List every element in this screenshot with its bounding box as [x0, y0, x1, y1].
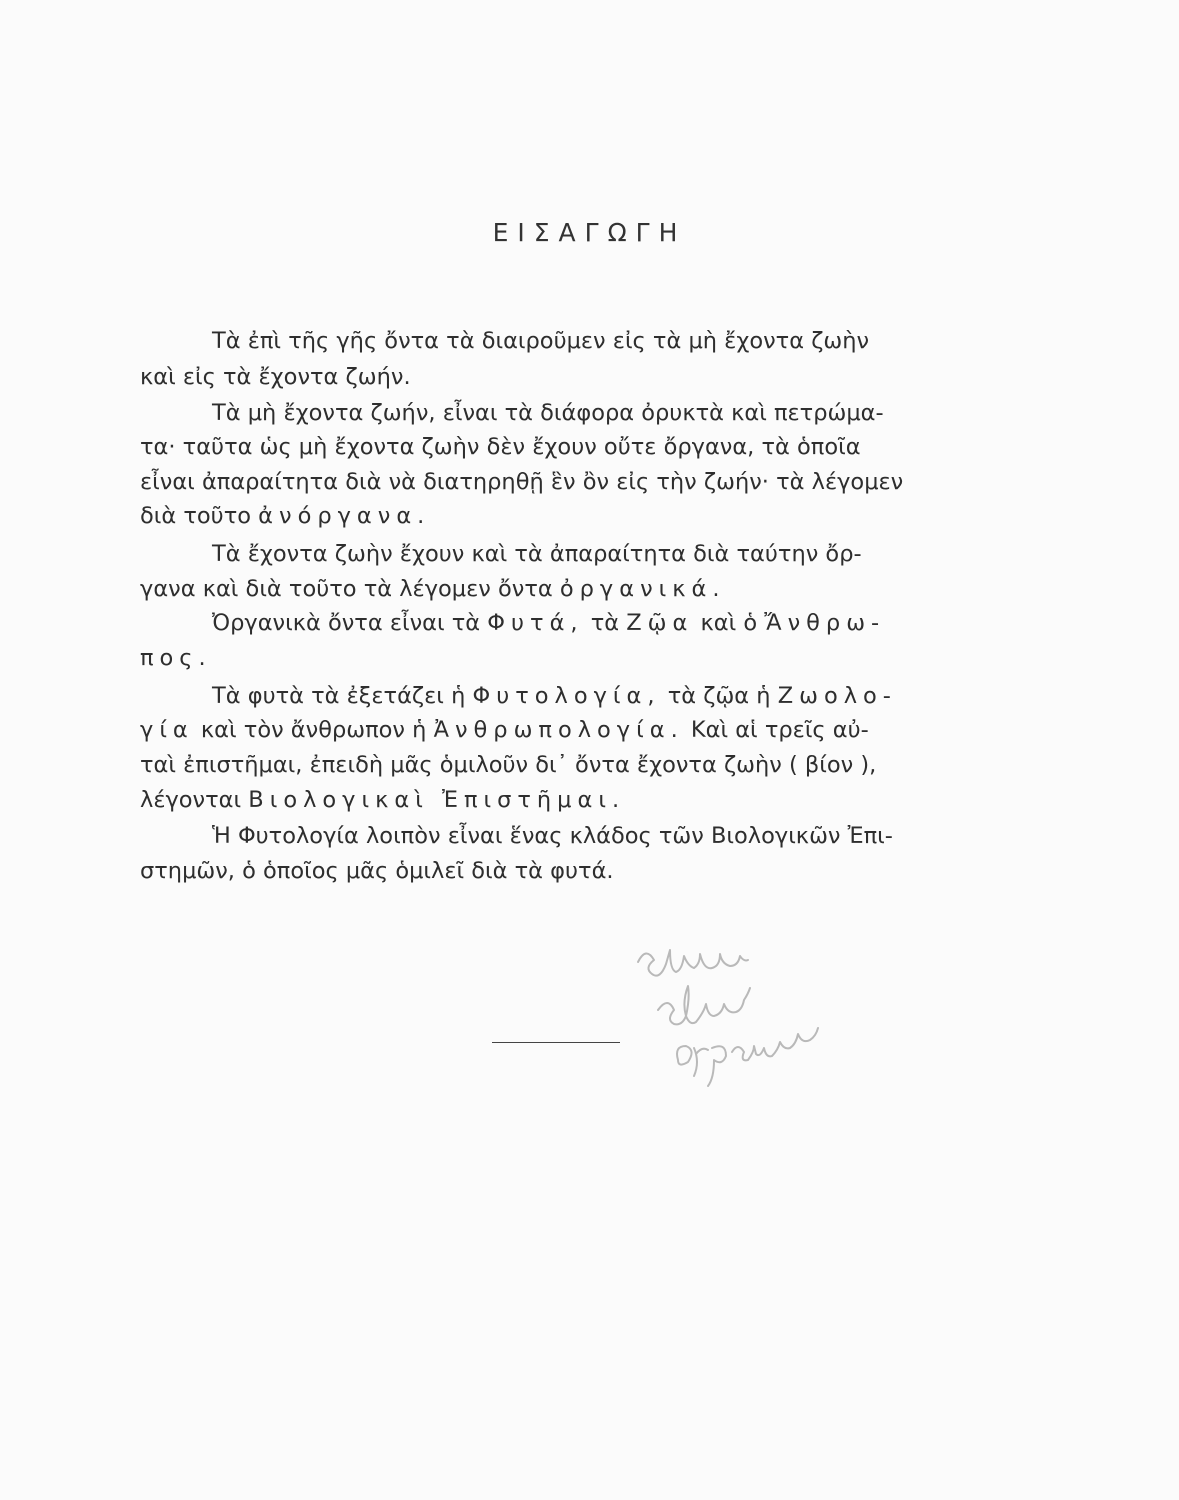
spaced-term: Ἀνθρωπολογία. — [433, 717, 684, 743]
text-line: Τὰ μὴ ἔχοντα ζωήν, εἶναι τὰ διάφορα ὀρυκτὰ καὶ πετρώμα- — [212, 400, 884, 426]
text-line: Τὰ ἔχοντα ζωὴν ἔχουν καὶ τὰ ἀπαραίτητα διὰ ταύτην ὄρ- — [212, 541, 862, 567]
page-heading: ΕΙΣΑΓΩΓΗ — [492, 218, 687, 247]
spaced-term: πος. — [140, 645, 212, 671]
text-line: Τὰ ἐπὶ τῆς γῆς ὄντα τὰ διαιροῦμεν εἰς τὰ μὴ ἔχοντα ζωὴν — [212, 328, 870, 354]
text-line: Ἡ Φυτολογία λοιπὸν εἶναι ἕνας κλάδος τῶν Βιολογικῶν Ἐπι- — [212, 823, 893, 849]
text-line — [212, 610, 885, 636]
text-line — [140, 503, 430, 529]
text-line — [140, 645, 212, 671]
text-line — [140, 717, 869, 743]
text-fragment: γανα καὶ διὰ τοῦτο τὰ λέγομεν ὄντα — [140, 576, 553, 602]
spaced-term: Φυτά, — [487, 610, 584, 636]
text-fragment: Καὶ αἱ τρεῖς αὐ- — [690, 717, 869, 743]
text-fragment: λέγονται — [140, 787, 242, 813]
text-fragment: τὰ ζῷα ἡ — [667, 683, 771, 709]
text-line — [140, 576, 726, 602]
text-line: στημῶν, ὁ ὁποῖος μᾶς ὁμιλεῖ διὰ τὰ φυτά. — [140, 858, 614, 884]
spaced-term: Βιολογικαὶ Ἐπιστῆμαι. — [248, 787, 626, 813]
spaced-term: ἀνόργανα. — [258, 503, 431, 529]
text-fragment: Τὰ φυτὰ τὰ ἐξετάζει ἡ — [212, 683, 466, 709]
text-line — [212, 683, 897, 709]
spaced-term: γία — [140, 717, 194, 743]
text-line: τα· ταῦτα ὡς μὴ ἔχοντα ζωὴν δὲν ἔχουν οὔτε ὄργανα, τὰ ὁποῖα — [140, 434, 861, 460]
text-fragment: Ὀργανικὰ ὄντα εἶναι τὰ — [212, 610, 481, 636]
text-line — [140, 787, 625, 813]
spaced-term: Φυτολογία, — [472, 683, 661, 709]
section-divider — [492, 1042, 620, 1043]
text-line: ταὶ ἐπιστῆμαι, ἐπειδὴ μᾶς ὁμιλοῦν δι᾽ ὄντα ἔχοντα ζωὴν ( βίον ), — [140, 752, 877, 778]
spaced-term: Ζῷα — [626, 610, 694, 636]
handwritten-note — [628, 930, 898, 1090]
text-line: εἶναι ἀπαραίτητα διὰ νὰ διατηρηθῇ ἓν ὂν εἰς τὴν ζωήν· τὰ λέγομεν — [140, 469, 904, 495]
text-fragment: διὰ τοῦτο — [140, 503, 252, 529]
spaced-term: Ἄνθρω- — [764, 610, 886, 636]
spaced-term: ὀργανικά. — [559, 576, 726, 602]
text-line: καὶ εἰς τὰ ἔχοντα ζωήν. — [140, 364, 411, 390]
text-fragment: καὶ τὸν ἄνθρωπον ἡ — [200, 717, 427, 743]
text-fragment: τὰ — [590, 610, 620, 636]
text-fragment: καὶ ὁ — [700, 610, 758, 636]
spaced-term: Ζωολο- — [777, 683, 897, 709]
